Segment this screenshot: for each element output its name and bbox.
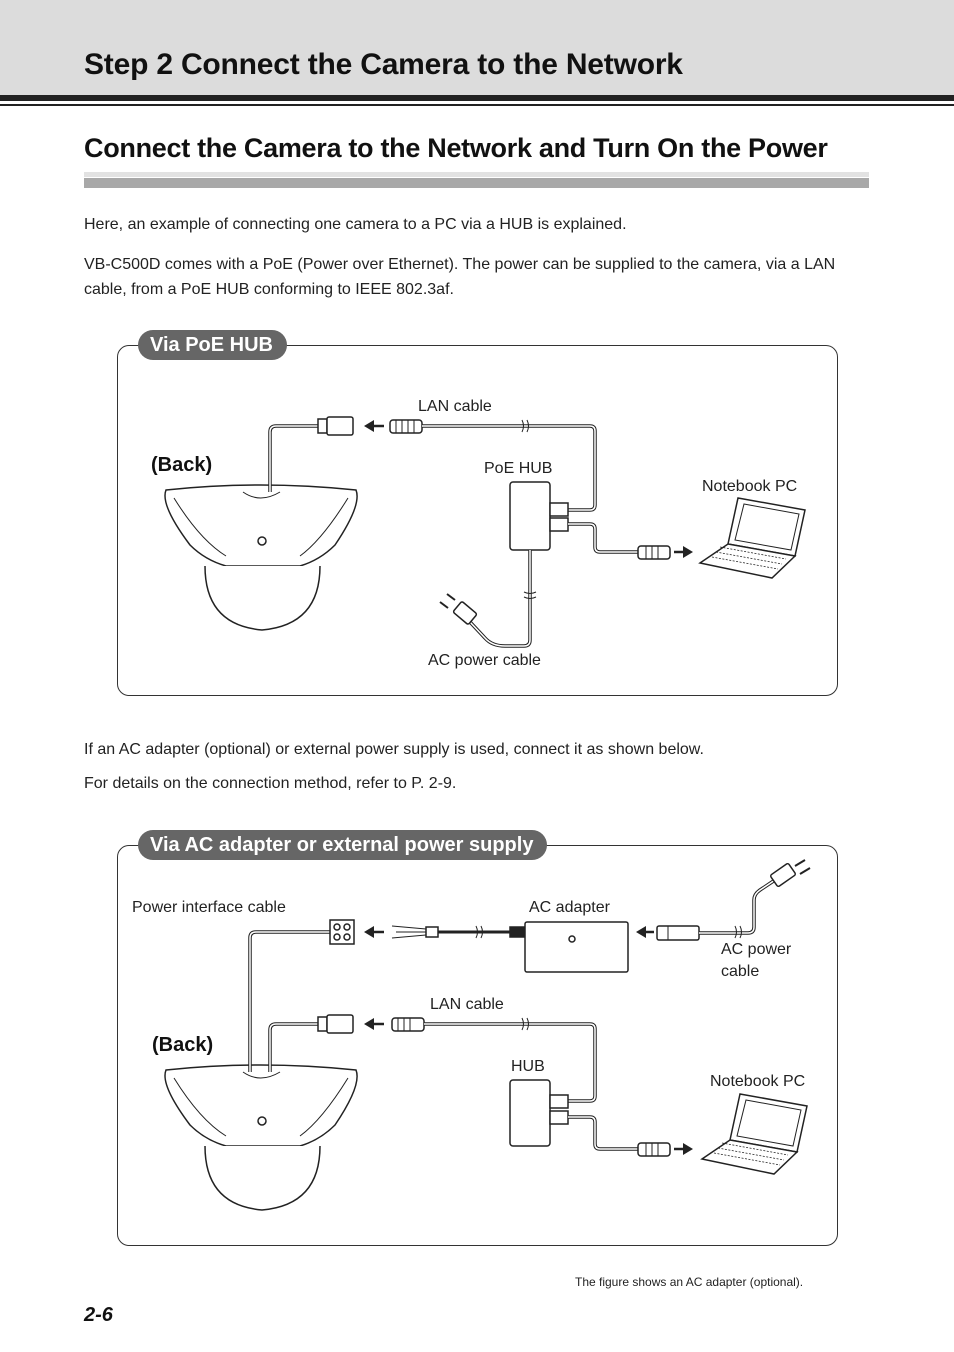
arrow-left-icon	[364, 926, 384, 938]
page-number: 2-6	[84, 1304, 113, 1326]
poe-pc-label: Notebook PC	[702, 478, 798, 495]
ac-back-label: (Back)	[152, 1034, 214, 1056]
poe-diagram-tag: Via PoE HUB	[138, 330, 287, 360]
ac-power-cable-label: AC power cable	[721, 941, 792, 980]
arrow-left-icon	[364, 1018, 384, 1030]
intro-paragraph: Here, an example of connecting one camera to a PC via a HUB is explained.	[84, 216, 627, 233]
ac-hub-label: HUB	[511, 1058, 545, 1075]
hub-icon	[510, 1080, 550, 1146]
ac-plug-icon	[770, 860, 810, 887]
poe-ac-power-label: AC power cable	[428, 652, 541, 669]
poe-lan-cable-label: LAN cable	[418, 398, 492, 415]
step-title: Step 2 Connect the Camera to the Network	[84, 48, 683, 81]
power-interface-label: Power interface cable	[132, 899, 286, 916]
camera-icon	[165, 1065, 357, 1210]
ac-note-paragraph: If an AC adapter (optional) or external power supply is used, connect it as shown below.	[84, 741, 704, 758]
poe-paragraph: VB-C500D comes with a PoE (Power over Ethernet). The power can be supplied to the camera, via a LAN cable, from a PoE HUB conforming to IEEE 802.3af.	[84, 256, 836, 298]
section-title: Connect the Camera to the Network and Turn On the Power	[84, 133, 828, 163]
poe-hub-label: PoE HUB	[484, 460, 553, 477]
ref-note-paragraph: For details on the connection method, refer to P. 2-9.	[84, 775, 457, 792]
ac-adapter-icon	[525, 922, 628, 972]
arrow-left-icon	[636, 926, 654, 938]
notebook-pc-icon	[702, 1094, 807, 1174]
ac-lan-cable-label: LAN cable	[430, 996, 504, 1013]
ac-adapter-label: AC adapter	[529, 899, 610, 916]
arrow-right-icon	[674, 1143, 693, 1155]
figure-footnote: The figure shows an AC adapter (optional).	[575, 1275, 804, 1289]
poe-back-label: (Back)	[151, 454, 213, 476]
ac-pc-label: Notebook PC	[710, 1073, 806, 1090]
ac-diagram-tag: Via AC adapter or external power supply	[138, 830, 547, 860]
power-connector-icon	[330, 920, 354, 944]
